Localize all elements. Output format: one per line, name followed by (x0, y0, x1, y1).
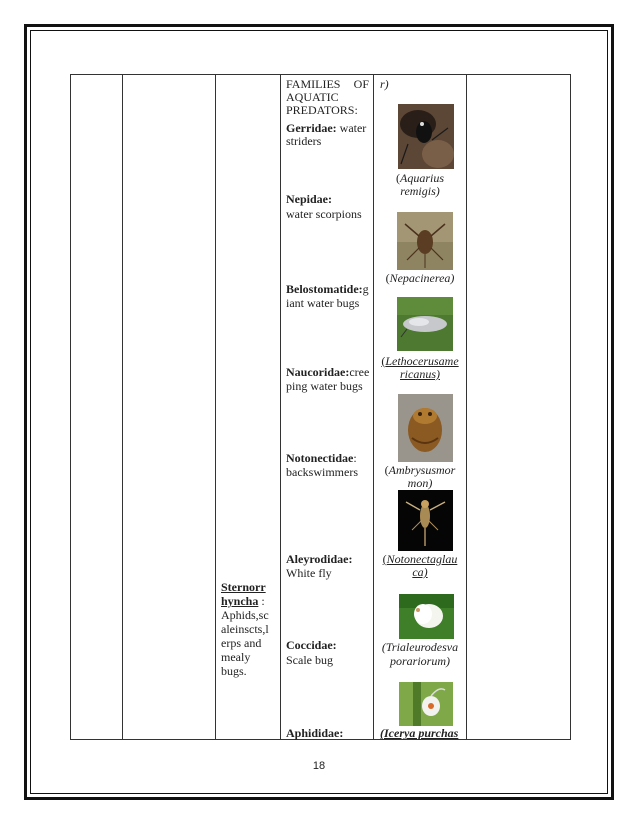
family-common: striders (286, 134, 322, 148)
suborder-desc-line: Aphids,sc (221, 608, 269, 622)
species-caption-line: ca) (412, 565, 428, 579)
family-common: White fly (286, 566, 332, 580)
suborder-desc-line: bugs. (221, 664, 247, 678)
family-coccidae: Coccidae: (286, 638, 337, 652)
families-heading-word: PREDATORS: (286, 103, 358, 117)
creeping-water-bug-photo (398, 394, 453, 462)
suborder-name-line1: Sternorr (221, 580, 266, 594)
table-cell-col6 (467, 75, 571, 740)
suborder-desc-line: mealy (221, 650, 251, 664)
family-common: water (336, 121, 367, 135)
family-common: g (362, 282, 369, 296)
family-name: Gerridae: (286, 121, 337, 135)
family-common: : (353, 451, 357, 465)
giant-water-bug-photo (397, 297, 453, 351)
white-fly-photo (399, 594, 454, 639)
families-heading-word: FAMILIES (286, 77, 341, 91)
classification-table (70, 74, 571, 740)
table-cell-suborder (216, 75, 281, 740)
families-heading-word: AQUATIC (286, 90, 339, 104)
table-cell-examples (374, 75, 467, 740)
species-caption: (Ambrysusmor (384, 463, 456, 477)
table-cell-families (281, 75, 374, 740)
species-caption: (Aquarius (395, 171, 444, 185)
family-name: Belostomatide: (286, 282, 363, 296)
species-caption: (Notonectaglau (382, 552, 458, 566)
species-caption-line: mon) (407, 476, 433, 490)
species-caption-line: ricanus) (400, 367, 440, 381)
family-common: water scorpions (286, 207, 362, 221)
family-common: Scale bug (286, 653, 333, 667)
suborder-desc-line: aleinscts,l (221, 622, 269, 636)
family-common: cree (349, 365, 370, 379)
scale-bug-photo (399, 682, 453, 726)
families-heading-word: OF (353, 77, 369, 91)
family-nepidae: Nepidae: (286, 192, 332, 206)
water-strider-photo (398, 104, 454, 169)
suborder-name-line2-wrap (221, 595, 265, 609)
family-common: ping water bugs (286, 379, 363, 393)
species-caption-line: remigis) (400, 184, 440, 198)
family-naucoridae (286, 366, 369, 380)
species-caption: (Trialeurodesva (381, 640, 459, 654)
family-common: iant water bugs (286, 296, 360, 310)
species-caption-line: porariorum) (389, 654, 450, 668)
family-name: Naucoridae: (286, 365, 350, 379)
suborder-name-line2: hyncha (221, 594, 259, 608)
water-scorpion-photo (397, 212, 453, 270)
backswimmer-photo (398, 490, 453, 551)
species-caption: (Lethocerusame (381, 354, 459, 368)
suborder-desc-line: erps and (221, 636, 262, 650)
page-number: 18 (312, 760, 326, 772)
table-cell-col1 (71, 75, 123, 740)
family-aleyrodidae: Aleyrodidae: (286, 552, 353, 566)
family-common: backswimmers (286, 465, 358, 479)
example-fragment: r) (380, 77, 389, 91)
family-aphididae: Aphididae: (286, 726, 344, 740)
family-notonectidae (286, 452, 357, 466)
species-caption: (Nepacinerea) (385, 271, 455, 285)
species-caption: (Icerya purchas (380, 726, 459, 740)
family-name: Notonectidae (286, 451, 354, 465)
table-cell-col2 (123, 75, 216, 740)
family-belostomatidae (286, 283, 369, 297)
suborder-colon: : (258, 594, 265, 608)
